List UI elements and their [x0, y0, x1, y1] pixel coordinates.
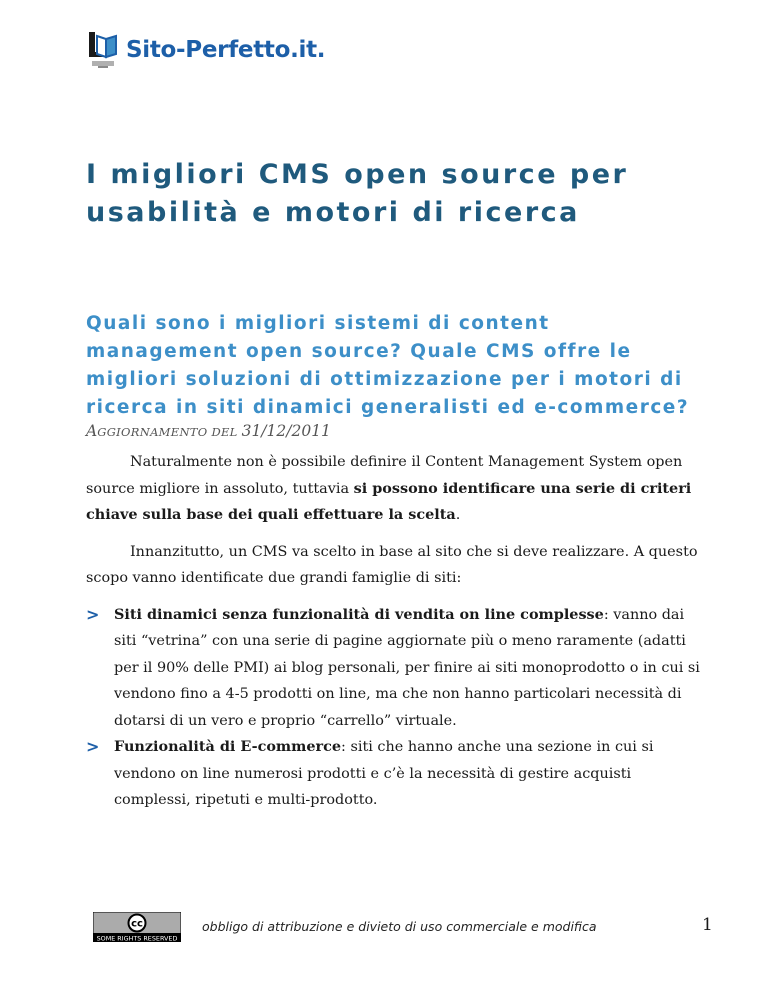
site-families-list — [86, 602, 706, 814]
list-item-title: Siti dinamici senza funzionalità di vendita on line complesse — [114, 605, 604, 623]
list-item — [86, 602, 706, 735]
book-computer-icon — [86, 30, 120, 70]
paragraph-families: Innanzitutto, un CMS va scelto in base al sito che si deve realizzare. A questo scopo vanno identificate due grandi famiglie di siti: — [86, 543, 698, 586]
paragraph-intro-end: . — [455, 507, 461, 523]
license-note: obbligo di attribuzione e divieto di uso commerciale e modifica — [202, 919, 597, 934]
list-item — [86, 734, 706, 814]
update-label-initial: A — [86, 422, 98, 440]
update-line — [86, 422, 331, 440]
paragraph-intro-bold: si possono identificare una serie di criteri chiave sulla base dei quali effettuare la scelta — [86, 479, 692, 523]
list-item-text: : siti che hanno anche una sezione in cui si vendono on line numerosi prodotti e c’è la necessità di gestire acquisti complessi, ripetuti e multi-prodotto. — [114, 739, 654, 808]
cc-label: SOME RIGHTS RESERVED — [96, 934, 178, 942]
list-item-text: : vanno dai siti “vetrina” con una serie di pagine aggiornate più o meno raramente (adatti per il 90% delle PMI) ai blog personali, per finire ai siti monoprodotto o in cui si vendono fino a 4-5 prodotti on line, ma che non hanno particolari necessità di dotarsi di un vero e proprio “carrello” virtuale. — [114, 606, 700, 729]
page-title: I migliori CMS open source per usabilità e motori di ricerca — [86, 159, 629, 228]
cc-symbol: cc — [131, 918, 143, 930]
paragraph-intro — [86, 449, 706, 529]
paragraph-intro-text: Naturalmente non è possibile definire il Content Management System open source migliore in assoluto, tuttavia — [86, 454, 683, 497]
site-logo[interactable] — [86, 30, 325, 70]
page-number: 1 — [702, 915, 713, 935]
logo-text: Sito-Perfetto.it. — [126, 37, 326, 63]
bullet-arrow-icon: > — [86, 737, 100, 756]
bullet-arrow-icon: > — [86, 604, 100, 624]
list-item-title: Funzionalità di E-commerce — [114, 738, 342, 755]
update-label: GGIORNAMENTO DEL — [97, 425, 242, 439]
update-date: 31/12/2011 — [241, 422, 331, 440]
creative-commons-badge-icon[interactable] — [93, 912, 181, 942]
page-subtitle: Quali sono i migliori sistemi di content management open source? Quale CMS offre le migliori soluzioni di ottimizzazione per i motori di ricerca in siti dinamici generalisti ed e-commerce? — [86, 313, 690, 418]
document-body — [86, 449, 706, 814]
